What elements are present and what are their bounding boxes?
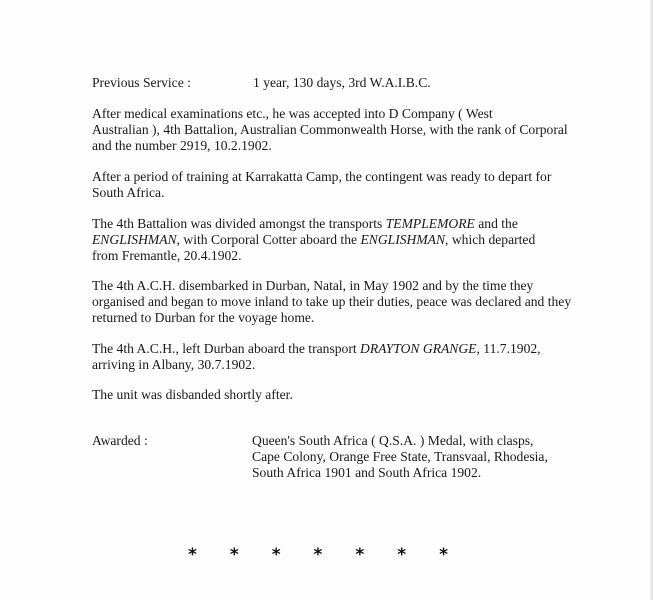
ship-name-templemore: TEMPLEMORE <box>385 216 475 231</box>
text-line: Cape Colony, Orange Free State, Transvaal, Rhodesia, <box>252 449 548 464</box>
text-line: Australian ), 4th Battalion, Australian Commonwealth Horse, with the rank of Corporal <box>92 122 568 137</box>
previous-service-value: 1 year, 130 days, 3rd W.A.I.B.C. <box>253 75 431 90</box>
star-icon: * <box>397 545 407 565</box>
text-line: South Africa. <box>92 185 165 200</box>
paragraph-enlistment <box>92 106 572 154</box>
text-line <box>92 341 572 357</box>
star-icon: * <box>355 545 365 565</box>
text-run: The 4th Battalion was divided amongst the transports <box>92 216 386 231</box>
text-run: and the <box>474 216 518 231</box>
star-divider <box>188 546 448 564</box>
ship-name-englishman: ENGLISHMAN <box>92 232 177 247</box>
text-line: returned to Durban for the voyage home. <box>92 310 315 325</box>
text-line: and the number 2919, 10.2.1902. <box>92 138 272 153</box>
ship-name-englishman: ENGLISHMAN <box>360 232 446 247</box>
star-icon: * <box>188 545 197 565</box>
paragraph-training <box>92 169 572 201</box>
text-line: from Fremantle, 20.4.1902. <box>92 248 242 263</box>
text-line: arriving in Albany, 30.7.1902. <box>92 357 256 372</box>
star-icon: * <box>439 545 448 565</box>
text-line: South Africa 1901 and South Africa 1902. <box>252 465 482 480</box>
text-line: The unit was disbanded shortly after. <box>92 387 293 402</box>
awarded-medals <box>252 433 548 481</box>
paragraph-return <box>92 341 572 373</box>
text-line: After a period of training at Karrakatta Camp, the contingent was ready to depart for <box>92 169 552 184</box>
star-icon: * <box>271 545 281 565</box>
paragraph-transports <box>92 216 572 264</box>
text-run: , 11.7.1902, <box>476 341 541 356</box>
star-icon: * <box>313 545 323 565</box>
previous-service-label: Previous Service : <box>92 75 191 90</box>
text-line <box>92 232 572 248</box>
awarded-label: Awarded : <box>92 433 148 448</box>
text-run: , which departed <box>445 232 536 247</box>
paragraph-disbanded <box>92 387 572 403</box>
text-run: , with Corporal Cotter aboard the <box>176 232 361 247</box>
ship-name-drayton-grange: DRAYTON GRANGE <box>360 341 477 356</box>
text-line <box>92 216 572 232</box>
paragraph-durban <box>92 278 572 326</box>
text-line: The 4th A.C.H. disembarked in Durban, Natal, in May 1902 and by the time they <box>92 278 534 293</box>
text-line: After medical examinations etc., he was accepted into D Company ( West <box>92 106 493 121</box>
star-icon: * <box>229 545 239 565</box>
text-run: The 4th A.C.H., left Durban aboard the transport <box>92 341 361 356</box>
text-line: Queen's South Africa ( Q.S.A. ) Medal, with clasps, <box>252 433 534 448</box>
text-line: organised and began to move inland to take up their duties, peace was declared and they <box>92 294 572 309</box>
